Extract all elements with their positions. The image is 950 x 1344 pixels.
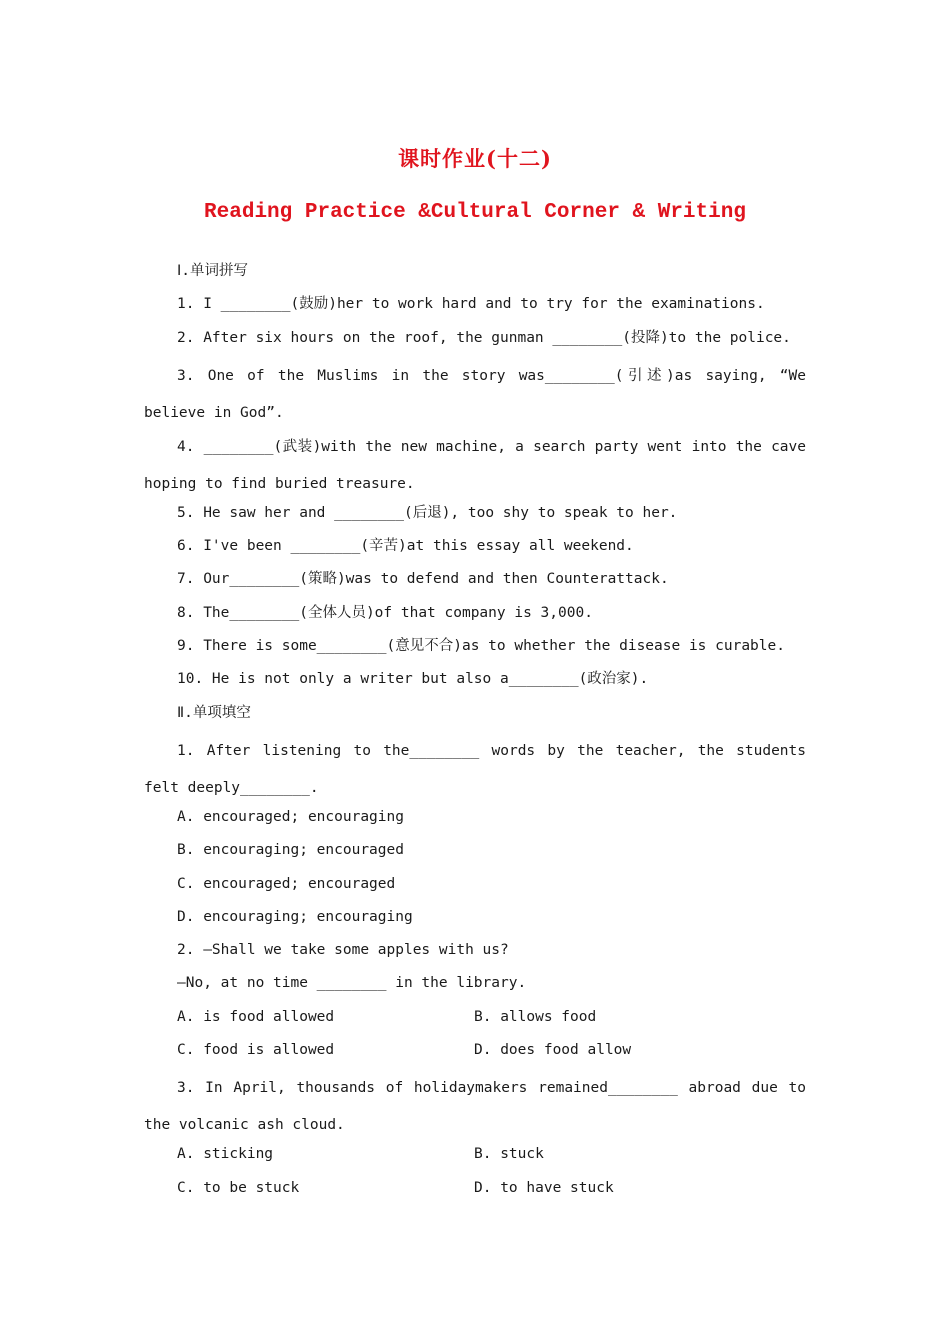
spelling-item: 4. ________(武装)with the new machine, a search party went into the cave hoping to find buried treasure. <box>144 438 806 492</box>
page-title-chinese: 课时作业(十二) <box>398 146 552 171</box>
answer-option: C. encouraged; encouraged <box>177 875 396 892</box>
spelling-item: 6. I've been ________(辛苦)at this essay all weekend. <box>177 538 634 555</box>
spelling-item: 9. There is some________(意见不合)as to whether the disease is curable. <box>177 638 785 655</box>
section-heading-spelling: Ⅰ.单词拼写 <box>177 263 249 279</box>
question-stem-reply: —No, at no time ________ in the library. <box>177 975 527 992</box>
answer-option: C. to be stuck <box>177 1179 300 1196</box>
spelling-item: 5. He saw her and ________(后退), too shy to speak to her. <box>177 504 678 521</box>
option-row <box>144 1141 806 1174</box>
answer-option: D. does food allow <box>474 1042 632 1059</box>
page-title-english: Reading Practice &Cultural Corner & Writing <box>204 201 746 224</box>
answer-option: D. encouraging; encouraging <box>177 908 413 925</box>
answer-option: A. is food allowed <box>177 1008 335 1025</box>
answer-option: A. sticking <box>177 1146 274 1163</box>
spelling-item: 3. One of the Muslims in the story was________(引述)as saying, “We believe in God”. <box>144 367 806 421</box>
answer-option: B. encouraging; encouraged <box>177 842 404 859</box>
answer-option: C. food is allowed <box>177 1042 335 1059</box>
spelling-item: 7. Our________(策略)was to defend and then Counterattack. <box>177 571 669 588</box>
spelling-item: 1. I ________(鼓励)her to work hard and to try for the examinations. <box>177 296 765 313</box>
option-row <box>144 1037 806 1070</box>
section-heading-multiple-choice: Ⅱ.单项填空 <box>177 704 251 721</box>
answer-option: B. stuck <box>474 1146 544 1163</box>
answer-option: D. to have stuck <box>474 1179 614 1196</box>
answer-option: A. encouraged; encouraging <box>177 808 404 825</box>
spelling-item: 2. After six hours on the roof, the gunman ________(投降)to the police. <box>177 329 791 346</box>
exercise-content <box>144 258 806 1208</box>
question-stem: 2. —Shall we take some apples with us? <box>177 942 509 959</box>
spelling-item: 8. The________(全体人员)of that company is 3,000. <box>177 604 593 621</box>
option-row <box>144 1004 806 1037</box>
question-stem: 1. After listening to the________ words by the teacher, the students felt deeply________. <box>144 742 806 796</box>
answer-option: B. allows food <box>474 1008 597 1025</box>
spelling-item: 10. He is not only a writer but also a________(政治家). <box>177 671 649 688</box>
question-stem: 3. In April, thousands of holidaymakers remained________ abroad due to the volcanic ash cloud. <box>144 1080 806 1134</box>
option-row <box>144 1175 806 1208</box>
